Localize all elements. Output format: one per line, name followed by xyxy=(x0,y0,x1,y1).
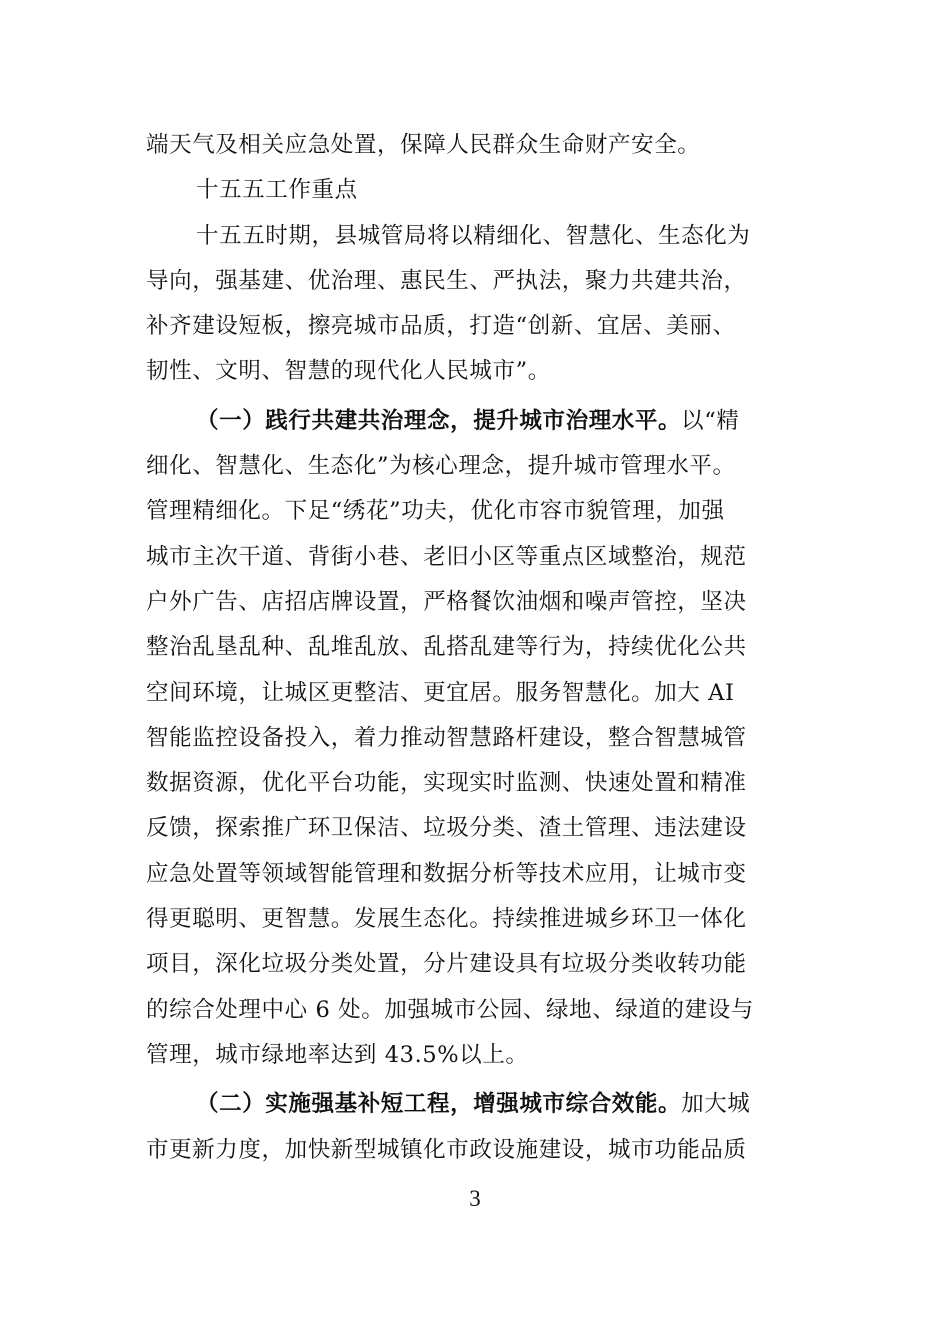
paragraph-line: 户外广告、店招店牌设置，严格餐饮油烟和噪声管控，坚决 xyxy=(146,588,747,615)
paragraph-line: 补齐建设短板，擦亮城市品质，打造“创新、宜居、美丽、 xyxy=(146,313,736,340)
paragraph-line xyxy=(146,1082,810,1127)
paragraph-line: 城市主次干道、背街小巷、老旧小区等重点区域整治，规范 xyxy=(146,543,747,570)
paragraph-line: 韧性、文明、智慧的现代化人民城市”。 xyxy=(146,358,551,385)
page-number: 3 xyxy=(469,1186,481,1211)
paragraph-line: 数据资源，优化平台功能，实现实时监测、快速处置和精准 xyxy=(146,770,747,797)
paragraph-line: 整治乱垦乱种、乱堆乱放、乱搭乱建等行为，持续优化公共 xyxy=(146,634,747,661)
paragraph-line: 细化、智慧化、生态化”为核心理念，提升城市管理水平。 xyxy=(146,453,736,480)
paragraph-line: 项目，深化垃圾分类处置，分片建设具有垃圾分类收转功能 xyxy=(146,951,747,978)
paragraph-text: 加大城 xyxy=(681,1091,751,1118)
paragraph-line: 的综合处理中心 6 处。加强城市公园、绿地、绿道的建设与 xyxy=(146,996,754,1023)
paragraph-line: 反馈，探索推广环卫保洁、垃圾分类、渣土管理、违法建设 xyxy=(146,815,747,842)
subsection-heading: （一）践行共建共治理念，提升城市治理水平。 xyxy=(196,407,682,434)
subsection-heading: （二）实施强基补短工程，增强城市综合效能。 xyxy=(196,1091,682,1118)
paragraph-line: 十五五时期，县城管局将以精细化、智慧化、生态化为 xyxy=(196,222,751,249)
paragraph-line: 应急处置等领域智能管理和数据分析等技术应用，让城市变 xyxy=(146,860,747,887)
paragraph-line: 市更新力度，加快新型城镇化市政设施建设，城市功能品质 xyxy=(146,1136,747,1163)
section-heading-line: 十五五工作重点 xyxy=(196,177,358,204)
paragraph-line: 智能监控设备投入，着力推动智慧路杆建设，整合智慧城管 xyxy=(146,724,747,751)
paragraph-line: 管理精细化。下足“绣花”功夫，优化市容市貌管理，加强 xyxy=(146,498,725,525)
document-body xyxy=(146,123,810,1173)
paragraph-line: 得更聪明、更智慧。发展生态化。持续推进城乡环卫一体化 xyxy=(146,906,747,933)
paragraph-line: 管理，城市绿地率达到 43.5%以上。 xyxy=(146,1041,529,1068)
paragraph-line: 空间环境，让城区更整洁、更宜居。服务智慧化。加大 AI xyxy=(146,679,735,706)
paragraph-line: 端天气及相关应急处置，保障人民群众生命财产安全。 xyxy=(146,132,701,158)
paragraph-line: 导向，强基建、优治理、惠民生、严执法，聚力共建共治， xyxy=(146,267,747,294)
paragraph-text: 以“精 xyxy=(681,407,740,434)
paragraph-line xyxy=(146,399,810,444)
